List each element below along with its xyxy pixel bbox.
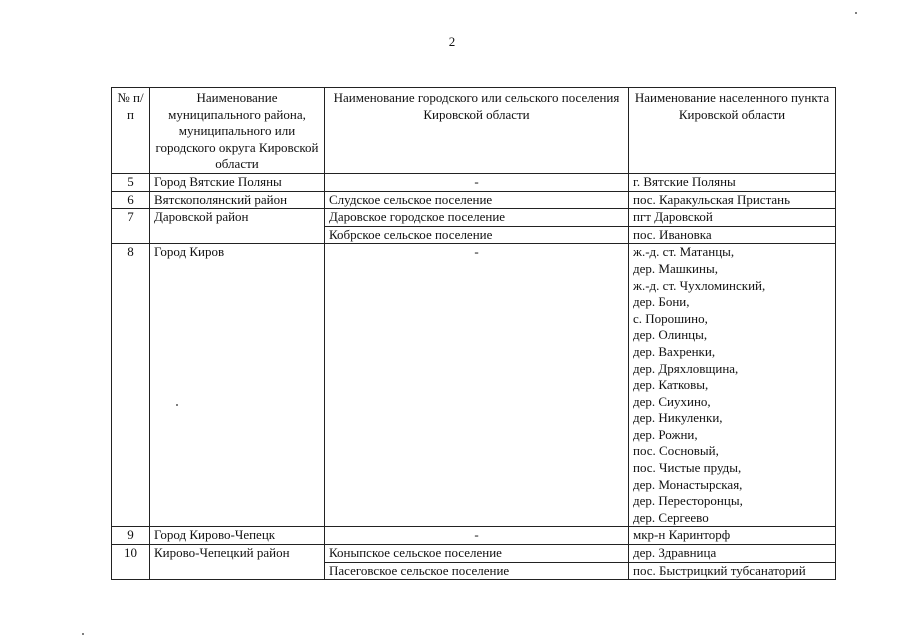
locality-item: пос. Каракульская Пристань — [633, 191, 791, 207]
locality-cell — [629, 545, 836, 563]
locality-item: дер. Бони, — [633, 294, 690, 310]
scan-speck — [82, 633, 84, 635]
header-locality: Наименование населенного пункта Кировской области — [629, 88, 836, 174]
locality-cell — [629, 209, 836, 227]
locality-item: дер. Олинцы, — [633, 327, 708, 343]
locality-cell — [629, 173, 836, 191]
locality-item: ж.-д. ст. Чухломинский, — [633, 277, 766, 293]
settlement-cell: Коныпское сельское поселение — [325, 545, 629, 563]
locality-item: дер. Никуленки, — [633, 410, 723, 426]
row-number: 5 — [112, 173, 150, 191]
locality-item: дер. Машкины, — [633, 260, 718, 276]
scan-speck — [176, 404, 178, 406]
locality-item: с. Порошино, — [633, 310, 708, 326]
locality-item: дер. Сергеево — [633, 509, 709, 525]
row-number: 6 — [112, 191, 150, 209]
locality-item: дер. Сиухино, — [633, 393, 711, 409]
locality-cell — [629, 226, 836, 244]
row-number: 10 — [112, 545, 150, 580]
row-number: 7 — [112, 209, 150, 244]
locality-item: дер. Здравница — [633, 545, 717, 561]
locality-item: дер. Катковы, — [633, 377, 709, 393]
table-row — [112, 527, 836, 545]
locality-item: дер. Дряхловщина, — [633, 360, 739, 376]
locality-cell — [629, 562, 836, 580]
table-header-row — [112, 88, 836, 174]
row-number: 8 — [112, 244, 150, 527]
scan-speck — [855, 12, 857, 14]
district-cell: Город Вятские Поляны — [150, 173, 325, 191]
locality-cell — [629, 191, 836, 209]
locality-item: дер. Рожни, — [633, 426, 698, 442]
locality-cell — [629, 527, 836, 545]
settlement-cell: Слудское сельское поселение — [325, 191, 629, 209]
locality-item: дер. Монастырская, — [633, 476, 743, 492]
district-cell: Город Киров — [150, 244, 325, 527]
locality-item: дер. Вахренки, — [633, 343, 716, 359]
locality-item: пос. Быстрицкий тубсанаторий — [633, 562, 806, 578]
district-cell: Даровской район — [150, 209, 325, 244]
header-number: № п/п — [112, 88, 150, 174]
table-row — [112, 545, 836, 563]
header-district: Наименование муниципального района, муниципального или городского округа Кировской области — [150, 88, 325, 174]
header-settlement: Наименование городского или сельского поселения Кировской области — [325, 88, 629, 174]
page-number: 2 — [448, 34, 456, 49]
settlement-cell: Кобрское сельское поселение — [325, 226, 629, 244]
settlements-table — [111, 87, 836, 580]
settlement-cell: - — [325, 527, 629, 545]
locality-item: пгт Даровской — [633, 209, 713, 225]
locality-cell — [629, 244, 836, 527]
district-cell: Кирово-Чепецкий район — [150, 545, 325, 580]
locality-item: пос. Ивановка — [633, 226, 712, 242]
table-row — [112, 191, 836, 209]
locality-item: г. Вятские Поляны — [633, 173, 736, 189]
locality-item: пос. Чистые пруды, — [633, 460, 742, 476]
row-number: 9 — [112, 527, 150, 545]
locality-item: ж.-д. ст. Матанцы, — [633, 244, 735, 260]
locality-item: дер. Пересторонцы, — [633, 493, 743, 509]
locality-item: пос. Сосновый, — [633, 443, 719, 459]
table-row — [112, 173, 836, 191]
settlement-cell: Пасеговское сельское поселение — [325, 562, 629, 580]
settlement-cell: - — [325, 173, 629, 191]
district-cell: Вятскополянский район — [150, 191, 325, 209]
district-cell: Город Кирово-Чепецк — [150, 527, 325, 545]
locality-item: мкр-н Каринторф — [633, 527, 731, 543]
settlement-cell: - — [325, 244, 629, 527]
table-row — [112, 244, 836, 527]
settlement-cell: Даровское городское поселение — [325, 209, 629, 227]
table-row — [112, 209, 836, 227]
